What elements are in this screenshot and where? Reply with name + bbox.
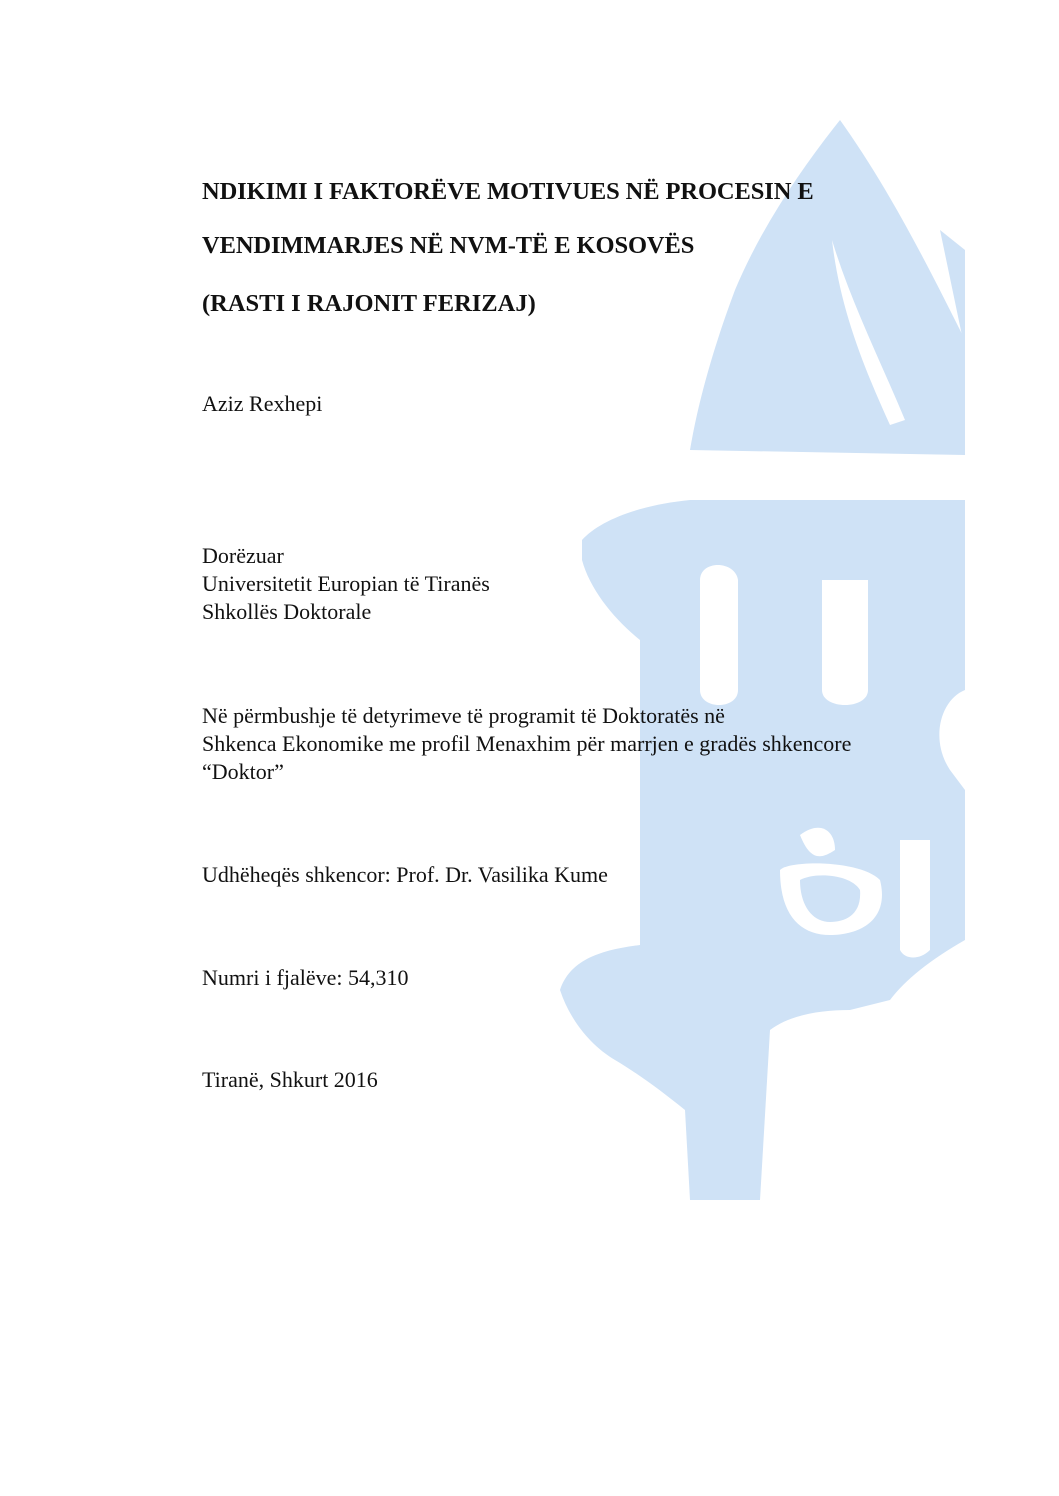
submission-line-3: Shkollës Doktorale — [202, 599, 372, 624]
title-line-2: VENDIMMARJES NË NVM-TË E KOSOVËS — [202, 232, 695, 259]
advisor-line: Udhëheqës shkencor: Prof. Dr. Vasilika Kume — [202, 862, 608, 887]
purpose-line-2: Shkenca Ekonomike me profil Menaxhim për marrjen e gradës shkencore — [202, 731, 852, 756]
title-line-1: NDIKIMI I FAKTORËVE MOTIVUES NË PROCESIN E — [202, 178, 814, 205]
document-subtitle: (RASTI I RAJONIT FERIZAJ) — [202, 290, 536, 317]
submission-line-1: Dorëzuar — [202, 543, 284, 568]
submission-line-2: Universitetit Europian të Tiranës — [202, 571, 490, 596]
document-title — [202, 165, 814, 273]
author-name: Aziz Rexhepi — [202, 391, 323, 416]
word-count: Numri i fjalëve: 54,310 — [202, 965, 409, 990]
purpose-block — [202, 702, 851, 786]
place-and-date: Tiranë, Shkurt 2016 — [202, 1067, 378, 1092]
purpose-line-1: Në përmbushje të detyrimeve të programit të Doktoratës në — [202, 703, 725, 728]
submission-block — [202, 542, 490, 626]
purpose-line-3: “Doktor” — [202, 759, 284, 784]
